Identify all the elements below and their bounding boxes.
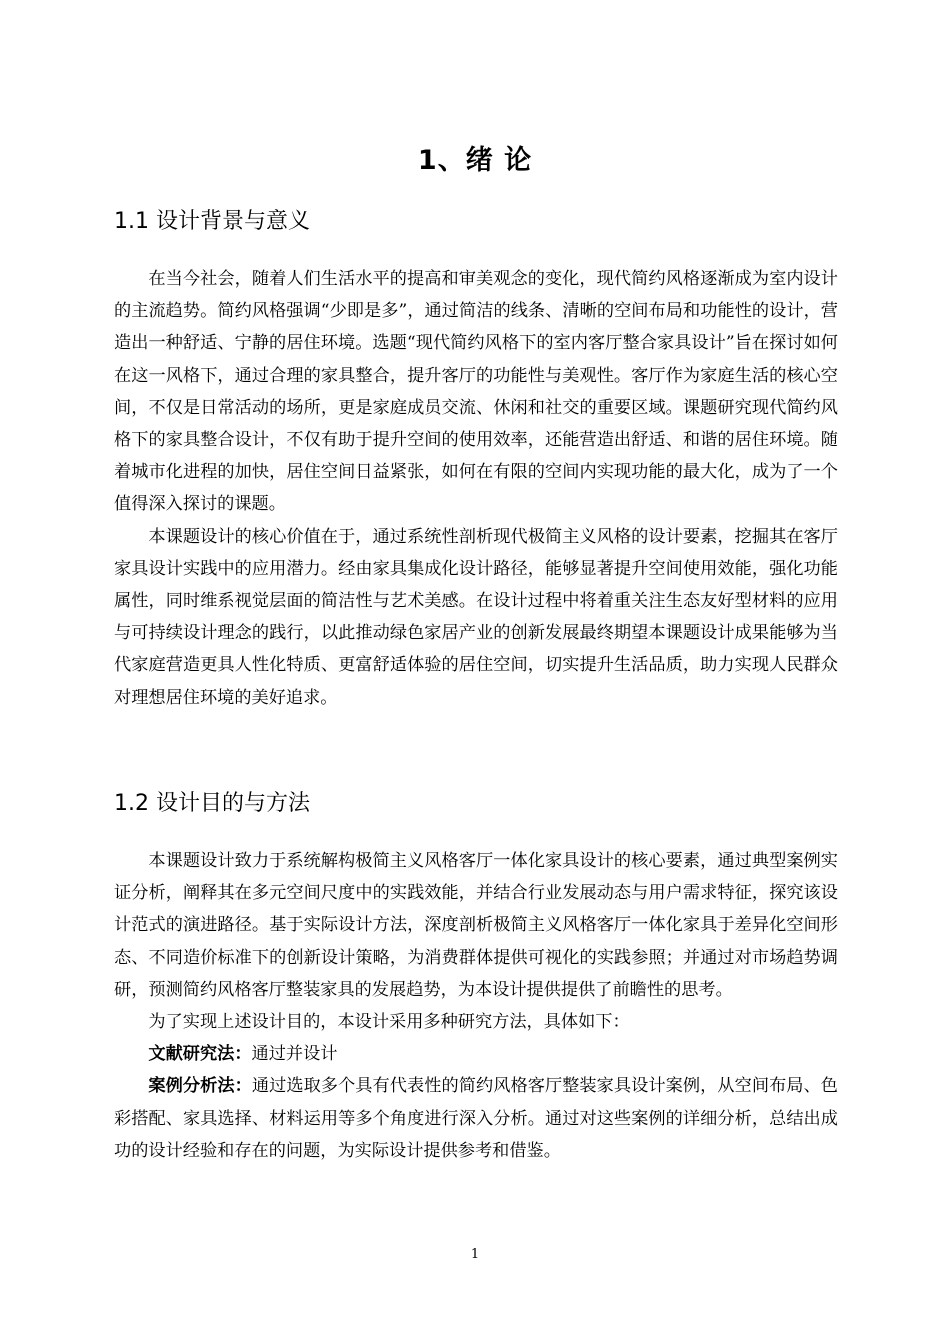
- paragraph: 本课题设计致力于系统解构极简主义风格客厅一体化家具设计的核心要素，通过典型案例实证分析，阐释其在多元空间尺度中的实践效能，并结合行业发展动态与用户需求特征，探究该设计范式的演进路径。基于实际设计方法，深度剖析极简主义风格客厅一体化家具于差异化空间形态、不同造价标准下的创新设计策略，为消费群体提供可视化的实践参照；并通过对市场趋势调研，预测简约风格客厅整装家具的发展趋势，为本设计提供提供了前瞻性的思考。: [114, 851, 838, 1000]
- method-item: [114, 1038, 838, 1070]
- method-item: [114, 1070, 838, 1167]
- method-term: 案例分析法：: [148, 1076, 252, 1097]
- section-1-2-body: [114, 845, 838, 1167]
- paragraph: 为了实现上述设计目的，本设计采用多种研究方法，具体如下：: [148, 1012, 630, 1033]
- paragraph: 本课题设计的核心价值在于，通过系统性剖析现代极简主义风格的设计要素，挖掘其在客厅家具设计实践中的应用潜力。经由家具集成化设计路径，能够显著提升空间使用效能，强化功能属性，同时维系视觉层面的简洁性与艺术美感。在设计过程中将着重关注生态友好型材料的应用与可持续设计理念的践行，以此推动绿色家居产业的创新发展最终期望本课题设计成果能够为当代家庭营造更具人性化特质、更富舒适体验的居住空间，切实提升生活品质，助力实现人民群众对理想居住环境的美好追求。: [114, 526, 838, 708]
- page-number: 1: [470, 1247, 480, 1262]
- chapter-title: 1、绪 论: [417, 145, 533, 176]
- paragraph: 在当今社会，随着人们生活水平的提高和审美观念的变化，现代简约风格逐渐成为室内设计的主流趋势。简约风格强调“少即是多”，通过简洁的线条、清晰的空间布局和功能性的设计，营造出一种舒适、宁静的居住环境。选题“现代简约风格下的室内客厅整合家具设计”旨在探讨如何在这一风格下，通过合理的家具整合，提升客厅的功能性与美观性。客厅作为家庭生活的核心空间，不仅是日常活动的场所，更是家庭成员交流、休闲和社交的重要区域。课题研究现代简约风格下的家具整合设计，不仅有助于提升空间的使用效率，还能营造出舒适、和谐的居住环境。随着城市化进程的加快，居住空间日益紧张，如何在有限的空间内实现功能的最大化，成为了一个值得深入探讨的课题。: [114, 269, 838, 515]
- section-heading-1-2: 1.2 设计目的与方法: [114, 791, 310, 816]
- method-text: 通过并设计: [251, 1044, 338, 1065]
- method-term: 文献研究法：: [148, 1044, 252, 1065]
- method-text: 通过选取多个具有代表性的简约风格客厅整装家具设计案例，从空间布局、色彩搭配、家具选择、材料运用等多个角度进行深入分析。通过对这些案例的详细分析，总结出成功的设计经验和存在的问题，为实际设计提供参考和借鉴。: [114, 1076, 838, 1161]
- section-1-1-body: [114, 263, 838, 714]
- section-heading-1-1: 1.1 设计背景与意义: [114, 209, 310, 234]
